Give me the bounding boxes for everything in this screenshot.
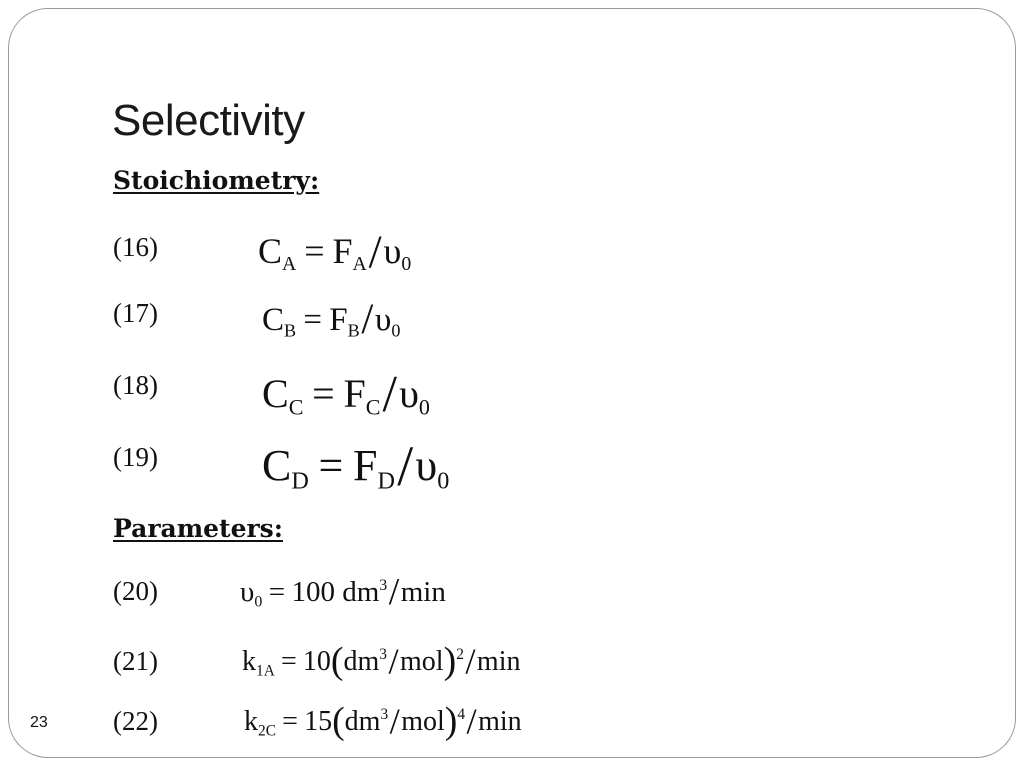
eq21-tail: min [476, 646, 521, 677]
eq20-unit: dm [342, 576, 380, 608]
eq19-rhs: F [353, 441, 378, 490]
eq17-rhs-sub: B [347, 320, 360, 341]
slide-number: 23 [30, 714, 48, 731]
eq16-slash: / [368, 225, 382, 278]
equation-number-22: (22) [113, 706, 158, 736]
eq16-equals: = [304, 231, 325, 271]
eq19-slash: / [397, 434, 414, 498]
eq22-slash2: / [466, 700, 477, 741]
eq22-lhs: k [244, 706, 258, 737]
eq18-den: υ [399, 371, 419, 416]
eq20-unit-sup: 3 [379, 576, 388, 594]
section-stoichiometry: Stoichiometry: [113, 166, 320, 195]
eq20-lhs-sub: 0 [254, 593, 263, 611]
eq21-power: 2 [456, 646, 464, 664]
eq22-unit: dm [344, 706, 381, 737]
equation-17 [262, 296, 401, 344]
eq22-rparen: ) [444, 700, 458, 743]
equation-18 [262, 366, 430, 424]
slide-title: Selectivity [112, 96, 305, 145]
eq16-rhs-sub: A [352, 252, 367, 275]
eq17-den: υ [375, 302, 392, 338]
eq17-lhs-sub: B [284, 320, 297, 341]
eq21-unit: dm [343, 646, 380, 677]
eq21-slash: / [388, 640, 399, 681]
eq19-den: υ [415, 441, 438, 490]
eq18-slash: / [382, 366, 397, 424]
eq22-unit-sup: 3 [380, 706, 389, 724]
equation-16 [258, 225, 412, 278]
eq18-den-sub: 0 [418, 394, 430, 420]
eq20-equals: = [268, 576, 286, 608]
eq16-lhs: C [258, 231, 283, 271]
eq21-unit2: mol [400, 646, 444, 677]
eq20-tail: min [400, 576, 446, 608]
eq22-power: 4 [457, 706, 466, 724]
eq16-den-sub: 0 [401, 252, 412, 275]
eq21-slash2: / [465, 640, 476, 681]
equation-19 [262, 434, 450, 498]
equation-number-18: (18) [113, 370, 158, 400]
eq22-equals: = [282, 706, 298, 737]
eq21-lparen: ( [330, 640, 344, 683]
eq22-slash: / [389, 700, 400, 741]
equation-number-20: (20) [113, 576, 158, 606]
eq21-lhs: k [242, 646, 256, 677]
eq22-tail: min [478, 706, 522, 737]
eq22-lhs-sub: 2C [258, 722, 276, 740]
eq21-rparen: ) [443, 640, 457, 683]
eq19-rhs-sub: D [377, 467, 395, 495]
equation-number-21: (21) [113, 646, 158, 676]
eq18-lhs: C [262, 371, 289, 416]
eq22-value: 15 [304, 706, 333, 737]
section-parameters: Parameters: [113, 514, 283, 543]
eq19-lhs-sub: D [291, 467, 309, 495]
eq20-value: 100 [291, 576, 335, 608]
eq17-equals: = [303, 302, 322, 338]
equation-22 [244, 700, 522, 743]
equation-number-17: (17) [113, 298, 158, 328]
eq20-lhs: υ [240, 576, 255, 608]
eq16-rhs: F [332, 231, 353, 271]
eq20-slash: / [388, 571, 400, 614]
equation-21 [242, 640, 521, 683]
eq17-slash: / [361, 296, 374, 344]
eq18-rhs-sub: C [365, 394, 381, 420]
eq22-unit2: mol [401, 706, 445, 737]
eq21-unit-sup: 3 [379, 646, 387, 664]
eq17-lhs: C [262, 302, 285, 338]
eq22-lparen: ( [332, 700, 345, 743]
eq19-equals: = [318, 441, 344, 490]
eq17-den-sub: 0 [391, 320, 401, 341]
eq18-equals: = [312, 371, 335, 416]
eq18-rhs: F [343, 371, 366, 416]
eq21-value: 10 [302, 646, 331, 677]
equation-20 [240, 571, 446, 614]
eq18-lhs-sub: C [288, 394, 304, 420]
eq16-lhs-sub: A [282, 252, 297, 275]
eq16-den: υ [383, 231, 402, 271]
equation-number-16: (16) [113, 232, 158, 262]
eq19-lhs: C [262, 441, 292, 490]
eq19-den-sub: 0 [437, 467, 450, 495]
equation-number-19: (19) [113, 442, 158, 472]
eq17-rhs: F [329, 302, 348, 338]
eq21-lhs-sub: 1A [256, 662, 275, 680]
eq21-equals: = [280, 646, 297, 677]
